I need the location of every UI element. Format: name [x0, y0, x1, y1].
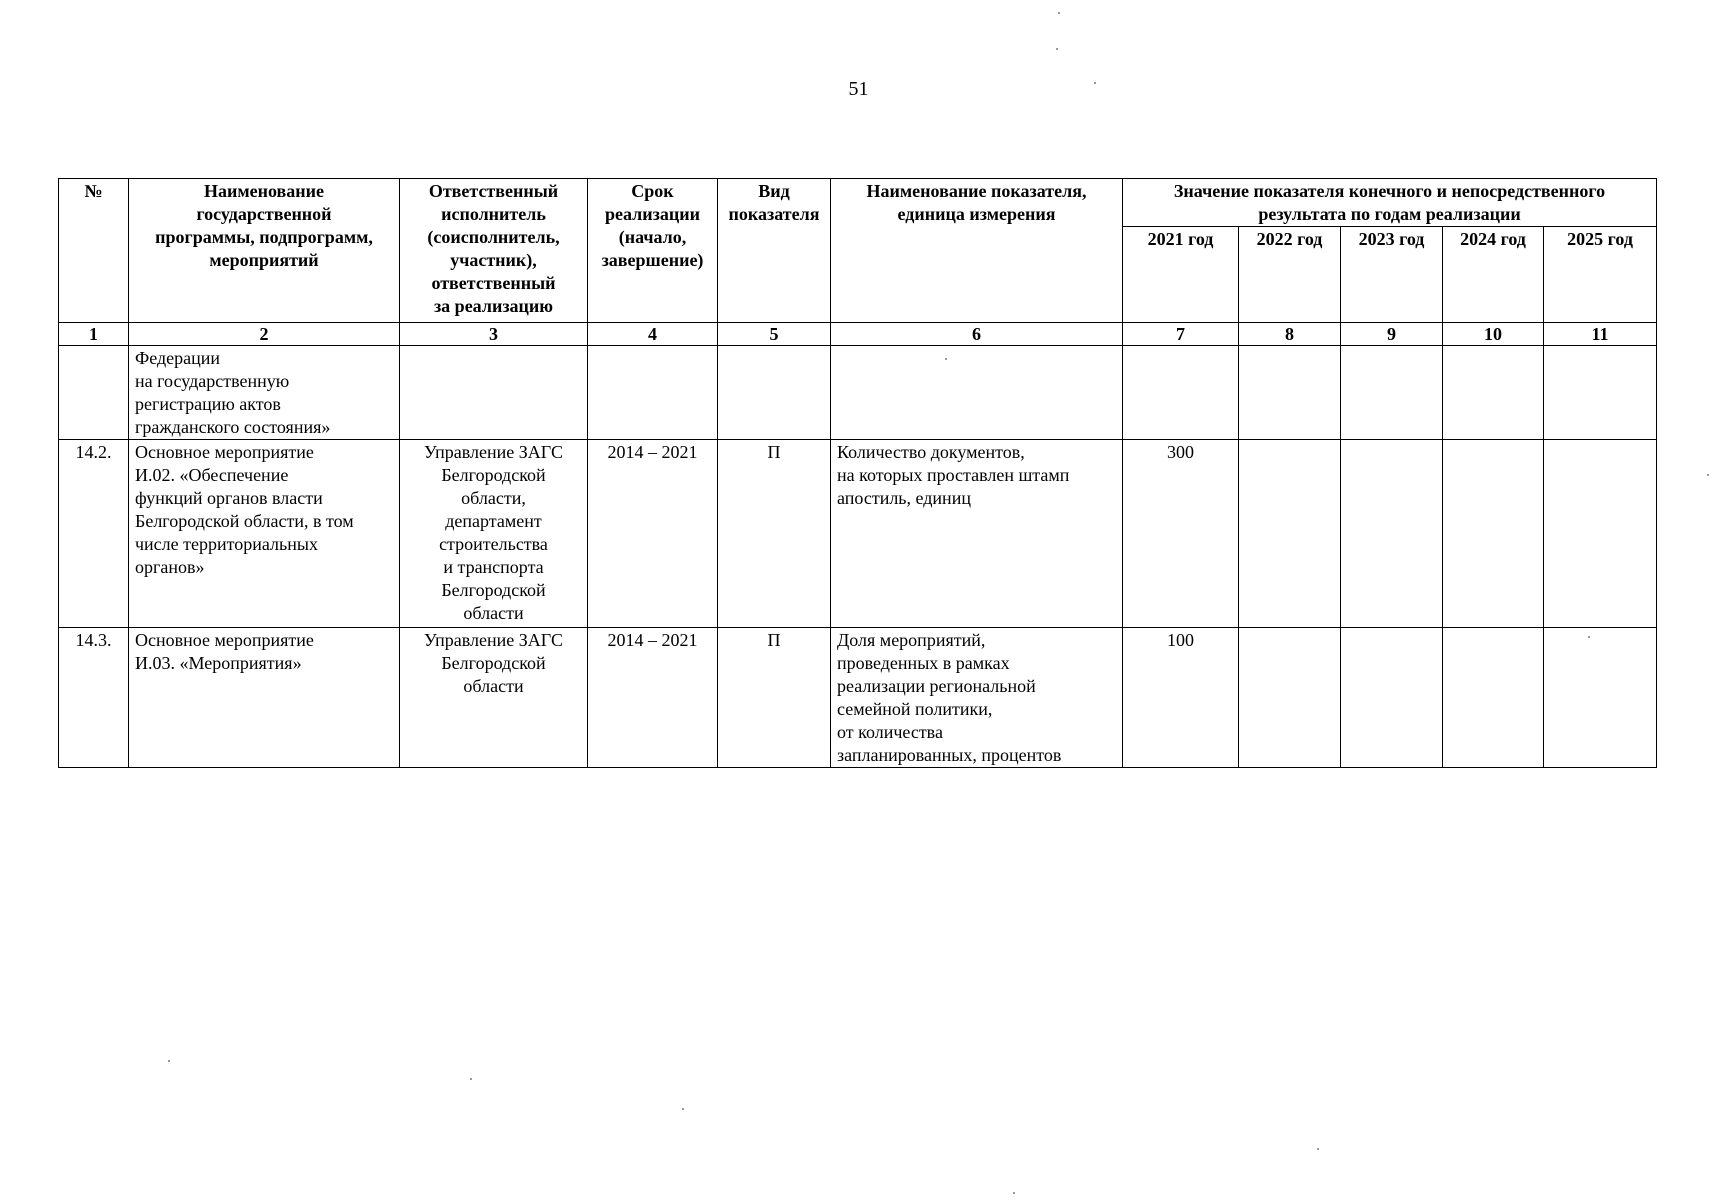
- column-number: 6: [831, 323, 1123, 346]
- cell-term: 2014 – 2021: [588, 440, 718, 628]
- scan-speck: [1056, 48, 1058, 50]
- column-number: 9: [1341, 323, 1443, 346]
- scan-speck: [945, 358, 947, 360]
- header-year-2024: 2024 год: [1443, 227, 1544, 323]
- scan-speck: [1707, 474, 1709, 476]
- scan-speck: [470, 1078, 472, 1080]
- cell-value-2023: [1341, 440, 1443, 628]
- column-number: 1: [59, 323, 129, 346]
- column-number: 3: [400, 323, 588, 346]
- cell-indicator-type: [718, 346, 831, 440]
- table-body: [59, 346, 1657, 768]
- column-number: 7: [1123, 323, 1239, 346]
- cell-indicator-name: Доля мероприятий, проведенных в рамках реализации региональной семейной политики, от количества запланированных, процентов: [831, 628, 1123, 768]
- cell-no: [59, 346, 129, 440]
- column-number: 5: [718, 323, 831, 346]
- program-indicators-table: [58, 178, 1657, 768]
- cell-responsible: Управление ЗАГС Белгородской области: [400, 628, 588, 768]
- cell-program-name: Основное мероприятие И.03. «Мероприятия»: [129, 628, 400, 768]
- cell-value-2021: [1123, 346, 1239, 440]
- scan-speck: [1013, 1192, 1015, 1194]
- cell-indicator-name: [831, 346, 1123, 440]
- scan-speck: [1588, 636, 1590, 638]
- cell-value-2022: [1239, 440, 1341, 628]
- column-number: 8: [1239, 323, 1341, 346]
- header-no: №: [59, 179, 129, 323]
- cell-value-2023: [1341, 628, 1443, 768]
- column-number: 2: [129, 323, 400, 346]
- header-indicator-type: Вид показателя: [718, 179, 831, 323]
- cell-no: 14.3.: [59, 628, 129, 768]
- cell-value-2025: [1544, 440, 1657, 628]
- cell-value-2025: [1544, 628, 1657, 768]
- page-number: 51: [848, 78, 869, 100]
- table-row: [59, 346, 1657, 440]
- column-numbers-row: [59, 323, 1657, 346]
- cell-term: 2014 – 2021: [588, 628, 718, 768]
- scan-speck: [168, 1060, 170, 1062]
- cell-responsible: Управление ЗАГС Белгородской области, департамент строительства и транспорта Белгородской области: [400, 440, 588, 628]
- scan-speck: [1094, 82, 1096, 84]
- cell-indicator-name: Количество документов, на которых проставлен штамп апостиль, единиц: [831, 440, 1123, 628]
- column-number: 11: [1544, 323, 1657, 346]
- cell-value-2024: [1443, 628, 1544, 768]
- cell-value-2025: [1544, 346, 1657, 440]
- cell-value-2021: 300: [1123, 440, 1239, 628]
- table-header: [59, 179, 1657, 346]
- cell-value-2023: [1341, 346, 1443, 440]
- cell-indicator-type: П: [718, 440, 831, 628]
- cell-responsible: [400, 346, 588, 440]
- cell-term: [588, 346, 718, 440]
- table-row: [59, 440, 1657, 628]
- header-year-2025: 2025 год: [1544, 227, 1657, 323]
- header-year-2023: 2023 год: [1341, 227, 1443, 323]
- header-values-group: Значение показателя конечного и непосредственного результата по годам реализации: [1123, 179, 1657, 227]
- cell-no: 14.2.: [59, 440, 129, 628]
- header-responsible: Ответственный исполнитель (соисполнитель, участник), ответственный за реализацию: [400, 179, 588, 323]
- header-indicator-name: Наименование показателя, единица измерения: [831, 179, 1123, 323]
- cell-value-2022: [1239, 346, 1341, 440]
- column-number: 10: [1443, 323, 1544, 346]
- header-year-2022: 2022 год: [1239, 227, 1341, 323]
- cell-indicator-type: П: [718, 628, 831, 768]
- scan-speck: [1317, 1148, 1319, 1150]
- cell-value-2022: [1239, 628, 1341, 768]
- scan-speck: [682, 1108, 684, 1110]
- cell-program-name: Основное мероприятие И.02. «Обеспечение функций органов власти Белгородской области, в том числе территориальных органов»: [129, 440, 400, 628]
- header-program-name: Наименование государственной программы, подпрограмм, мероприятий: [129, 179, 400, 323]
- scan-speck: [1058, 12, 1060, 14]
- header-term: Срок реализации (начало, завершение): [588, 179, 718, 323]
- cell-value-2021: 100: [1123, 628, 1239, 768]
- cell-value-2024: [1443, 440, 1544, 628]
- cell-program-name: Федерации на государственную регистрацию актов гражданского состояния»: [129, 346, 400, 440]
- cell-value-2024: [1443, 346, 1544, 440]
- table-row: [59, 628, 1657, 768]
- column-number: 4: [588, 323, 718, 346]
- header-year-2021: 2021 год: [1123, 227, 1239, 323]
